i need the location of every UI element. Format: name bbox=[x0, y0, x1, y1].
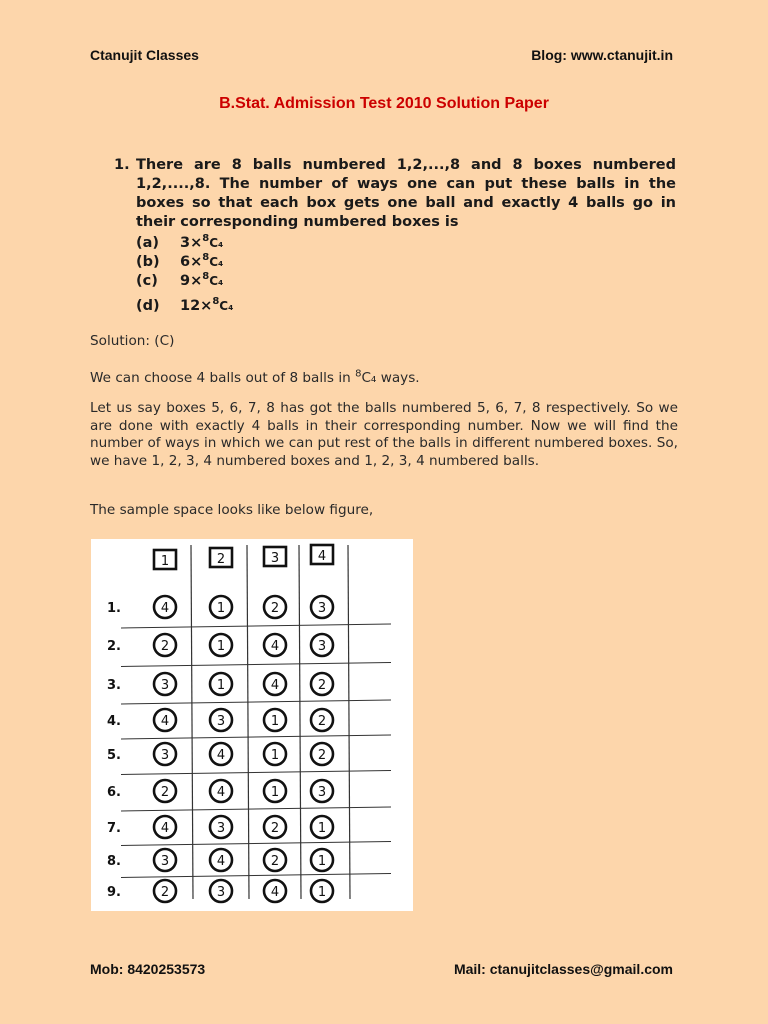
row-divider bbox=[121, 842, 391, 846]
ball-number: 4 bbox=[270, 639, 280, 654]
header-right: Blog: www.ctanujit.in bbox=[531, 47, 673, 63]
ball-number: 3 bbox=[160, 854, 170, 869]
ball-number: 4 bbox=[160, 714, 170, 729]
ball-number: 3 bbox=[160, 678, 170, 693]
page-footer bbox=[90, 961, 673, 977]
sample-space-figure bbox=[91, 539, 413, 911]
row-label: 5. bbox=[107, 748, 121, 763]
ball-number: 4 bbox=[216, 785, 226, 800]
option-value: 12×$^8$C₄ bbox=[180, 296, 234, 314]
ball-number: 3 bbox=[317, 785, 327, 800]
ball-number: 4 bbox=[160, 821, 170, 836]
row-divider bbox=[121, 624, 391, 628]
solution-label: Solution: (C) bbox=[90, 333, 175, 349]
row-label: 3. bbox=[107, 678, 121, 693]
option-label: (a) bbox=[136, 235, 160, 251]
header-left: Ctanujit Classes bbox=[90, 47, 199, 63]
question-block bbox=[114, 156, 676, 316]
row-label: 4. bbox=[107, 714, 121, 729]
ball-number: 1 bbox=[216, 601, 226, 616]
box-number: 2 bbox=[216, 552, 226, 567]
choose-text: We can choose 4 balls out of 8 balls in $^8$C₄ ways. bbox=[90, 368, 420, 386]
ball-number: 3 bbox=[317, 601, 327, 616]
row-label: 7. bbox=[107, 821, 121, 836]
option-label: (c) bbox=[136, 273, 158, 289]
row-divider bbox=[121, 663, 391, 667]
ball-number: 1 bbox=[270, 748, 280, 763]
row-divider bbox=[121, 735, 391, 739]
column-divider bbox=[247, 545, 249, 899]
ball-number: 4 bbox=[160, 601, 170, 616]
row-label: 9. bbox=[107, 885, 121, 900]
row-divider bbox=[121, 874, 391, 878]
ball-number: 1 bbox=[216, 639, 226, 654]
row-label: 8. bbox=[107, 854, 121, 869]
page-title: B.Stat. Admission Test 2010 Solution Paper bbox=[219, 95, 549, 112]
footer-left: Mob: 8420253573 bbox=[90, 961, 206, 977]
question-number: 1. bbox=[114, 157, 130, 173]
row-divider bbox=[121, 771, 391, 775]
sample-space-text: The sample space looks like below figure, bbox=[90, 502, 374, 518]
ball-number: 3 bbox=[317, 639, 327, 654]
page-header bbox=[90, 47, 673, 63]
ball-number: 2 bbox=[317, 748, 327, 763]
footer-right: Mail: ctanujitclasses@gmail.com bbox=[453, 961, 673, 977]
option-value: 6×$^8$C₄ bbox=[180, 252, 224, 270]
row-label: 1. bbox=[107, 601, 121, 616]
ball-number: 1 bbox=[216, 678, 226, 693]
box-number: 3 bbox=[270, 551, 280, 566]
ball-number: 4 bbox=[216, 854, 226, 869]
question-text: There are 8 balls numbered 1,2,...,8 and 8 boxes numbered 1,2,....,8. The number of ways one can put these balls in the boxes so that each box gets one ball and exactly 4 balls go in their corresponding numbered boxes is bbox=[136, 157, 676, 230]
option-value: 9×$^8$C₄ bbox=[180, 271, 224, 289]
options-list bbox=[136, 234, 676, 316]
ball-number: 2 bbox=[270, 854, 280, 869]
option-a bbox=[136, 234, 676, 253]
ball-number: 3 bbox=[160, 748, 170, 763]
option-label: (b) bbox=[136, 254, 160, 270]
ball-number: 1 bbox=[317, 821, 327, 836]
ball-number: 2 bbox=[270, 601, 280, 616]
ball-number: 4 bbox=[216, 748, 226, 763]
explanation-paragraph: Let us say boxes 5, 6, 7, 8 has got the balls numbered 5, 6, 7, 8 respectively. So we are done with exactly 4 balls in their corresponding number. Now we will find the number of ways in which we can put rest of the balls in different numbered boxes. So, we have 1, 2, 3, 4 numbered boxes and 1, 2, 3, 4 numbered balls. bbox=[90, 400, 678, 469]
row-divider bbox=[121, 807, 391, 811]
ball-number: 1 bbox=[270, 785, 280, 800]
ball-number: 1 bbox=[270, 714, 280, 729]
sample-space-svg bbox=[91, 539, 413, 911]
ball-number: 4 bbox=[270, 885, 280, 900]
ball-number: 2 bbox=[317, 678, 327, 693]
ball-number: 3 bbox=[216, 714, 226, 729]
ball-number: 1 bbox=[317, 885, 327, 900]
column-divider bbox=[191, 545, 193, 899]
row-label: 2. bbox=[107, 639, 121, 654]
column-divider bbox=[299, 545, 301, 899]
option-c bbox=[136, 272, 676, 291]
option-b bbox=[136, 253, 676, 272]
box-number: 4 bbox=[317, 549, 327, 564]
ball-number: 3 bbox=[216, 821, 226, 836]
column-divider bbox=[348, 545, 350, 899]
option-d bbox=[136, 297, 676, 316]
row-label: 6. bbox=[107, 785, 121, 800]
ball-number: 2 bbox=[160, 785, 170, 800]
box-number: 1 bbox=[160, 554, 170, 569]
row-divider bbox=[121, 700, 391, 704]
ball-number: 3 bbox=[216, 885, 226, 900]
ball-number: 1 bbox=[317, 854, 327, 869]
ball-number: 4 bbox=[270, 678, 280, 693]
ball-number: 2 bbox=[317, 714, 327, 729]
ball-number: 2 bbox=[270, 821, 280, 836]
ball-number: 2 bbox=[160, 639, 170, 654]
ball-number: 2 bbox=[160, 885, 170, 900]
option-label: (d) bbox=[136, 298, 160, 314]
option-value: 3×$^8$C₄ bbox=[180, 233, 224, 251]
